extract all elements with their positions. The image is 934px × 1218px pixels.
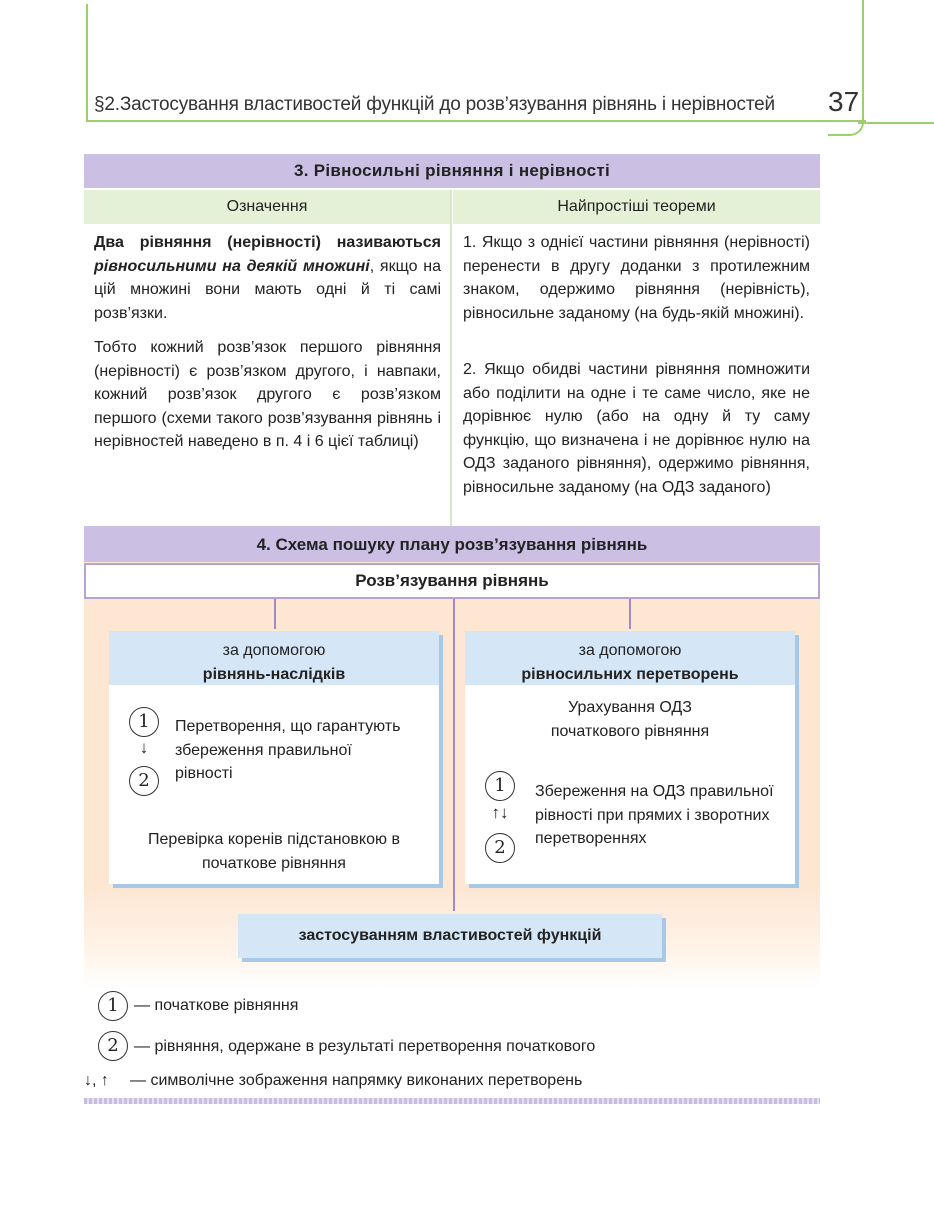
bottom-rule — [84, 1098, 820, 1104]
definition-bold-lead: Два рівняння (нерівності) називаються — [94, 234, 441, 251]
section3-title: 3. Рівносильні рівняння і нерівності — [84, 154, 820, 188]
legend-circle-1: 1 — [98, 991, 128, 1021]
definition-rest: , якщо на цій множині вони мають одні й ті самі розв’язки. — [94, 257, 441, 322]
theorem-2: 2. Якщо обидві частини рівняння помножити або поділити на одне і те саме число, яке не дорівнює нулю (або на одну й ту саму функцію, що визначена і не дорівнює нулю на ОДЗ заданого рівняння), одержимо рівняння, рівносильне заданому (на ОДЗ заданого) — [463, 361, 810, 496]
scheme-root: Розв’язування рівнянь — [84, 563, 820, 599]
section4-title: 4. Схема пошуку плану розв’язування рівнянь — [84, 526, 820, 562]
box-right-odz: Урахування ОДЗ початкового рівняння — [550, 699, 710, 740]
box-right-head-line1: за допомогою — [578, 642, 682, 659]
legend-item-1: — початкове рівняння — [134, 997, 299, 1014]
box-left-text: Перетворення, що гарантують збереження правильної рівності — [175, 718, 401, 782]
legend-circle-2: 2 — [98, 1031, 128, 1061]
header-frame-line — [86, 4, 88, 122]
definition-term: рівносильними на деякій множині — [94, 257, 370, 275]
definition-paragraph — [94, 231, 441, 325]
box-left-check: Перевірка коренів підстановкою в початкове рівняння — [148, 831, 400, 872]
circle-1: 1 — [485, 771, 515, 801]
box-left-head-line2: рівнянь-наслідків — [202, 666, 346, 683]
circle-1: 1 — [129, 707, 159, 737]
box-right-head — [465, 631, 795, 685]
connector-right — [629, 599, 631, 629]
col-header-definition: Означення — [84, 190, 450, 224]
col-header-theorems: Найпростіші теореми — [453, 190, 820, 224]
box-right-text: Збереження на ОДЗ правильної рівності при прямих і зворотних перетвореннях — [535, 783, 774, 847]
arrow-down: ↓ — [139, 738, 149, 757]
legend-item-2: — рівняння, одержане в результаті перетворення початкового — [134, 1038, 596, 1055]
box-left-head — [109, 631, 439, 685]
running-head: §2.Застосування властивостей функцій до розв’язування рівнянь і нерівностей — [94, 94, 775, 115]
legend-item-3: — символічне зображення напрямку виконаних перетворень — [130, 1072, 583, 1089]
arrow-up-down: ↑↓ — [491, 803, 509, 822]
connector-left — [274, 599, 276, 629]
definition-explanation: Тобто кожний розв’язок першого рівняння (нерівності) є розв’язком другого, і навпаки, кожний розв’язок другого є розв’язком першого (схеми такого розв’язування рівнянь і нерівностей наведено в п. 4 і 6 цієї таблиці) — [94, 339, 441, 450]
box-equivalent-transformations — [465, 631, 795, 884]
box-function-properties: застосуванням властивостей функцій — [238, 914, 662, 958]
page-number: 37 — [828, 86, 860, 117]
box-left-head-line1: за допомогою — [222, 642, 326, 659]
circle-2: 2 — [129, 766, 159, 796]
header-rule-right — [858, 122, 934, 124]
box-consequence-equations — [109, 631, 439, 884]
theorem-1: 1. Якщо з однієї частини рівняння (нерівності) перенести в другу доданки з протилежним знаком, одержимо рівняння (нерівність), рівносильне заданому (на будь-якій множині). — [463, 234, 810, 322]
column-divider — [450, 190, 452, 526]
header-rule — [86, 120, 866, 122]
legend-arrows: ↓, ↑ — [84, 1072, 109, 1089]
circle-2: 2 — [485, 833, 515, 863]
box-right-head-line2: рівносильних перетворень — [521, 666, 739, 683]
connector-center — [453, 599, 455, 911]
